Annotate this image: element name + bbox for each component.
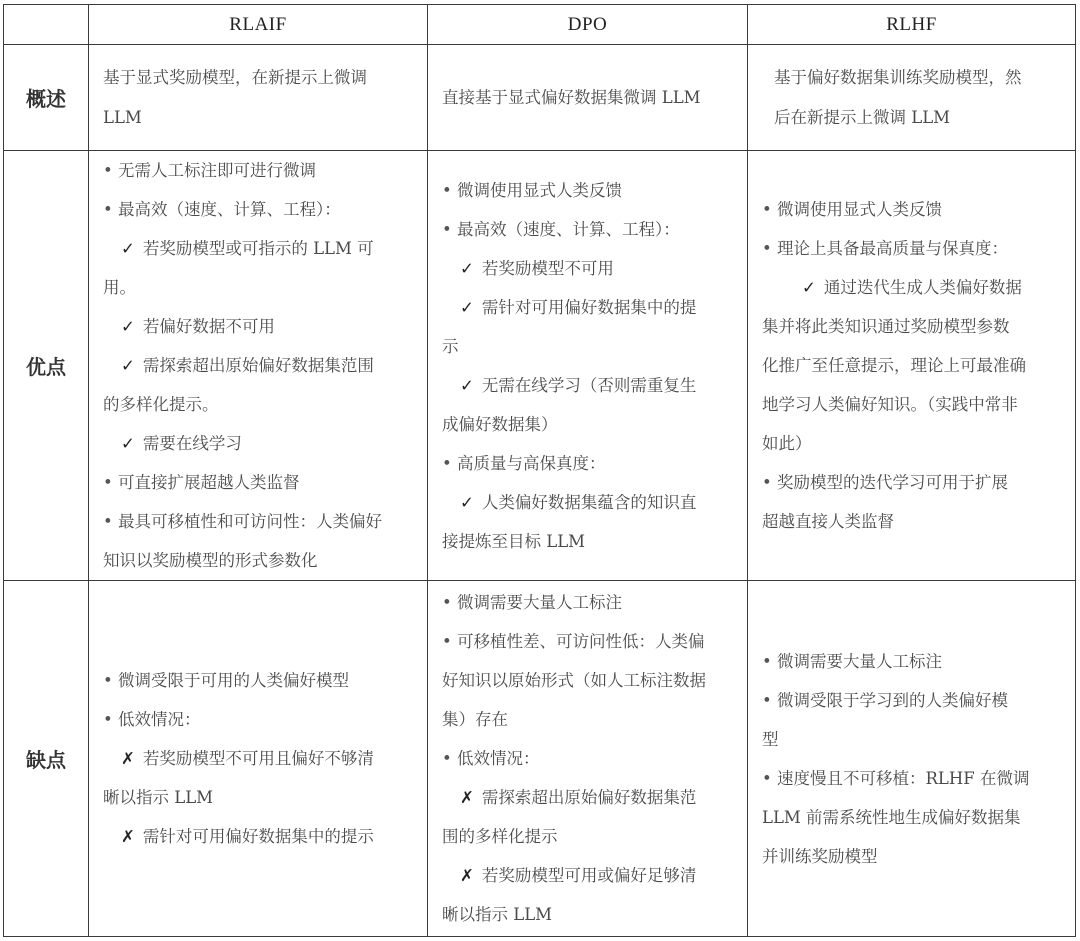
con-sub-item <box>442 778 735 817</box>
item-text: 化推广至任意提示，理论上可最准确 <box>762 356 1026 375</box>
item-text: 需探索超出原始偏好数据集范围 <box>142 356 374 375</box>
pro-sub-item <box>442 483 735 522</box>
cell-cons-rlaif <box>89 581 428 937</box>
cell-cons-dpo <box>428 581 748 937</box>
item-text: 微调受限于学习到的人类偏好模 <box>776 690 1008 710</box>
bullet-item <box>442 171 735 210</box>
item-text: 用。 <box>103 278 136 297</box>
bullet-item <box>103 151 415 190</box>
continuation-line <box>762 424 1063 463</box>
bullet-item <box>103 661 415 700</box>
item-text: 型 <box>762 729 779 749</box>
cell-pros-rlhf <box>748 151 1076 581</box>
pro-sub-item <box>103 307 415 346</box>
check-icon: ✓ <box>460 492 474 512</box>
pro-sub-item <box>442 366 735 405</box>
item-text: 集并将此类知识通过奖励模型参数 <box>762 317 1010 336</box>
bullet-item <box>103 463 415 502</box>
continuation-line <box>762 720 1063 759</box>
item-text: 的多样化提示。 <box>103 395 219 414</box>
bullet-item <box>442 210 735 249</box>
cell-pros-rlaif <box>89 151 428 581</box>
continuation-line <box>442 700 735 739</box>
check-icon: ✓ <box>460 258 474 278</box>
continuation-line <box>442 405 735 444</box>
item-text: 通过迭代生成人类偏好数据 <box>823 278 1022 297</box>
item-text: 若奖励模型或可指示的 LLM 可 <box>142 239 374 258</box>
corner-cell <box>4 5 89 45</box>
continuation-line <box>762 385 1063 424</box>
item-text: 最高效（速度、计算、工程）： <box>117 200 341 219</box>
continuation-line <box>762 346 1063 385</box>
cross-icon: ✗ <box>460 788 474 807</box>
pro-sub-item <box>442 288 735 327</box>
item-text: 低效情况： <box>117 710 201 729</box>
item-text: LLM 前需系统性地生成偏好数据集 <box>762 807 1021 827</box>
cell-text-line: 基于显式奖励模型，在新提示上微调 <box>103 67 367 87</box>
item-text: 集）存在 <box>442 710 508 729</box>
cell-overview-rlhf <box>748 45 1076 151</box>
item-text: 奖励模型的迭代学习可用于扩展 <box>776 473 1008 492</box>
item-text: 好知识以原始形式（如人工标注数据 <box>442 671 706 690</box>
cell-overview-rlaif <box>89 45 428 151</box>
continuation-line <box>762 502 1063 541</box>
cross-icon: ✗ <box>121 749 135 768</box>
item-text: 速度慢且不可移植：RLHF 在微调 <box>776 768 1030 788</box>
item-text: 地学习人类偏好知识。（实践中常非 <box>762 395 1018 414</box>
cross-icon: ✗ <box>460 866 474 885</box>
continuation-line <box>103 268 415 307</box>
cell-overview-dpo <box>428 45 748 151</box>
cell-text-line: LLM <box>103 107 142 127</box>
check-icon: ✓ <box>460 375 474 395</box>
cell-pros-dpo <box>428 151 748 581</box>
continuation-line <box>103 541 415 580</box>
cell-text-line: 基于偏好数据集训练奖励模型，然 <box>774 67 1022 87</box>
item-text: 如此） <box>762 434 812 453</box>
check-icon: ✓ <box>121 434 135 453</box>
cell-text-line: 后在新提示上微调 LLM <box>774 107 951 127</box>
pro-sub-item <box>103 346 415 385</box>
item-text: 若偏好数据不可用 <box>142 317 275 336</box>
item-text: 成偏好数据集） <box>442 414 558 434</box>
continuation-line <box>442 895 735 934</box>
row-pros <box>4 151 1076 581</box>
con-sub-item <box>442 856 735 895</box>
item-text: 人类偏好数据集蕴含的知识直 <box>481 492 697 512</box>
check-icon: ✓ <box>460 297 474 317</box>
row-cons <box>4 581 1076 937</box>
row-overview <box>4 45 1076 151</box>
check-icon: ✓ <box>121 356 135 375</box>
row-header-pros: 优点 <box>4 151 89 581</box>
bullet-item <box>762 229 1063 268</box>
col-header-dpo: DPO <box>428 5 748 45</box>
continuation-line <box>762 307 1063 346</box>
item-text: 微调受限于可用的人类偏好模型 <box>117 671 349 690</box>
bullet-item <box>442 622 735 661</box>
pro-sub-item <box>103 424 415 463</box>
continuation-line <box>442 522 735 561</box>
bullet-item <box>103 502 415 541</box>
check-icon: ✓ <box>121 239 135 258</box>
item-text: 接提炼至目标 LLM <box>442 531 586 551</box>
item-text: 低效情况： <box>456 749 540 768</box>
pro-sub-item <box>103 229 415 268</box>
continuation-line <box>103 778 415 817</box>
item-text: 示 <box>442 336 459 356</box>
bullet-item <box>762 759 1063 798</box>
item-text: 可直接扩展超越人类监督 <box>117 473 300 492</box>
con-sub-item <box>103 739 415 778</box>
bullet-item <box>442 583 735 622</box>
bullet-item <box>103 700 415 739</box>
cell-cons-rlhf <box>748 581 1076 937</box>
col-header-rlhf: RLHF <box>748 5 1076 45</box>
comparison-table <box>3 4 1076 937</box>
item-text: 微调使用显式人类反馈 <box>456 180 622 200</box>
item-text: 晰以指示 LLM <box>442 905 553 924</box>
continuation-line <box>762 837 1063 876</box>
item-text: 最具可移植性和可访问性：人类偏好 <box>117 512 382 531</box>
item-text: 需针对可用偏好数据集中的提 <box>481 297 697 317</box>
continuation-line <box>442 327 735 366</box>
item-text: 超越直接人类监督 <box>762 512 894 531</box>
row-header-cons: 缺点 <box>4 581 89 937</box>
item-text: 理论上具备最高质量与保真度： <box>776 239 1008 258</box>
continuation-line <box>762 798 1063 837</box>
continuation-line <box>442 817 735 856</box>
bullet-item <box>442 739 735 778</box>
header-row <box>4 5 1076 45</box>
row-header-overview: 概述 <box>4 45 89 151</box>
item-text: 知识以奖励模型的形式参数化 <box>103 551 318 570</box>
continuation-line <box>103 385 415 424</box>
item-text: 需针对可用偏好数据集中的提示 <box>142 827 374 846</box>
item-text: 并训练奖励模型 <box>762 846 878 866</box>
item-text: 无需在线学习（否则需重复生 <box>481 375 697 395</box>
bullet-item <box>762 681 1063 720</box>
pro-sub-item <box>442 249 735 288</box>
check-icon: ✓ <box>802 278 816 297</box>
item-text: 若奖励模型不可用且偏好不够清 <box>142 749 374 768</box>
bullet-item <box>442 444 735 483</box>
item-text: 晰以指示 LLM <box>103 788 214 807</box>
item-text: 围的多样化提示 <box>442 827 558 846</box>
item-text: 无需人工标注即可进行微调 <box>117 161 316 180</box>
cell-text-line: 直接基于显式偏好数据集微调 LLM <box>442 87 701 107</box>
item-text: 最高效（速度、计算、工程）： <box>456 219 680 239</box>
continuation-line <box>442 661 735 700</box>
col-header-rlaif: RLAIF <box>89 5 428 45</box>
item-text: 微调需要大量人工标注 <box>456 593 622 612</box>
item-text: 高质量与高保真度： <box>456 453 606 473</box>
item-text: 若奖励模型可用或偏好足够清 <box>481 866 697 885</box>
item-text: 若奖励模型不可用 <box>481 258 614 278</box>
pro-sub-item <box>762 268 1063 307</box>
bullet-item <box>103 190 415 229</box>
con-sub-item <box>103 817 415 856</box>
item-text: 微调需要大量人工标注 <box>776 651 942 671</box>
cross-icon: ✗ <box>121 827 135 846</box>
bullet-item <box>762 463 1063 502</box>
item-text: 微调使用显式人类反馈 <box>776 200 942 219</box>
bullet-item <box>762 190 1063 229</box>
item-text: 可移植性差、可访问性低：人类偏 <box>456 632 705 651</box>
item-text: 需要在线学习 <box>142 434 242 453</box>
item-text: 需探索超出原始偏好数据集范 <box>481 788 697 807</box>
check-icon: ✓ <box>121 317 135 336</box>
bullet-item <box>762 642 1063 681</box>
